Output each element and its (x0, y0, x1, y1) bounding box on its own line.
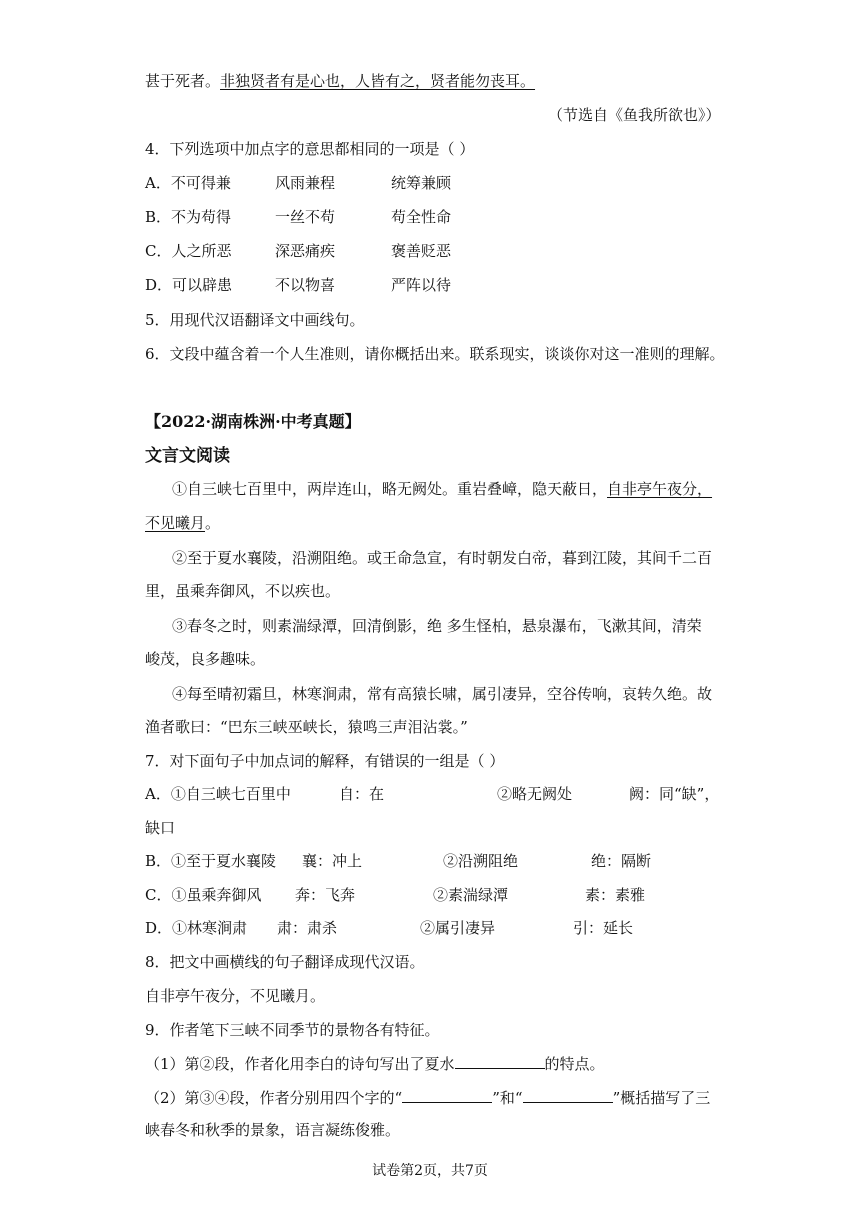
underlined-sentence: 非独贤者有是心也，人皆有之，贤者能勿丧耳。 (220, 72, 536, 90)
passage-p3-line1: ③春冬之时，则素湍绿潭，回清倒影，绝 多生怪柏，悬泉瀑布，飞漱其间，清荣 (172, 617, 702, 635)
passage-p2-line1: ②至于夏水襄陵，沿溯阻绝。或王命急宣，有时朝发白帝，暮到江陵，其间千二百 (172, 549, 713, 567)
q9-sub1: （1）第②段，作者化用李白的诗句写出了夏水 的特点。 (145, 1052, 605, 1075)
exam-page: 甚于死者。非独贤者有是心也，人皆有之，贤者能勿丧耳。 （节选自《鱼我所欲也》） 4．下列选项中加点字的意思都相同的一项是（ ） A．不可得兼 风雨兼程 统筹兼顾 B．不为苟得 一丝不苟 苟全性命 C．人之所恶 深恶痛疾 褒善贬恶 D．可以辟患 不以物喜 严阵以待 5．用现代汉语翻译文中画线句。 6．文段中蕴含着一个人生准则，请你概括出来。联系现实，谈谈你对这一准则的理解。 【2022·湖南株洲·中考真题】 文言文阅读 ①自三峡七百里中，两岸连山，略无阙处。重岩叠嶂，隐天蔽日，自非亭午夜分， 不见曦月。 ②至于夏水襄陵，沿溯阻绝。或王命急宣，有时朝发白帝，暮到江陵，其间千二百 里，虽乘奔御风，不以疾也。 ③春冬之时，则素湍绿潭，回清倒影，绝 多生怪柏，悬泉瀑布，飞漱其间，清荣 峻茂，良多趣味。 ④每至晴初霜旦，林寒涧肃，常有高猿长啸，属引凄异，空谷传响，哀转久绝。故 渔者歌曰：“巴东三峡巫峡长，猿鸣三声泪沾裳。” 7．对下面句子中加点词的解释，有错误的一组是（ ） A．①自三峡七百里中 自：在 ②略无阙处 阙：同“缺”， 缺口 B．①至于夏水襄陵 襄：冲上 ②沿溯阻绝 绝：隔断 C．①虽乘奔御风 奔：飞奔 ②素湍绿潭 素：素雅 D．①林寒涧肃 肃：肃杀 ②属引凄异 引：延长 8．把文中画横线的句子翻译成现代汉语。 自非亭午夜分，不见曦月。 9．作者笔下三峡不同季节的景物各有特征。 （1）第②段，作者化用李白的诗句写出了夏水 的特点。 （2）第③④段，作者分别用四个字的“ ”和“ ”概括描写了三 峡春冬和秋季的景象，语言凝练俊雅。 试卷第2页，共7页 (0, 0, 860, 1216)
page-footer: 试卷第2页，共7页 (372, 1163, 488, 1179)
q9-sub2: （2）第③④段，作者分别用四个字的“ ”和“ ”概括描写了三 (145, 1086, 710, 1109)
q8-stem: 8．把文中画横线的句子翻译成现代汉语。 (145, 953, 425, 971)
q5-stem: 5．用现代汉语翻译文中画线句。 (145, 311, 365, 329)
passage-p3-line2: 峻茂，良多趣味。 (145, 650, 266, 668)
section-title: 文言文阅读 (145, 446, 230, 466)
underlined-phrase: 自非亭午夜分， (607, 480, 713, 498)
q7-stem: 7．对下面句子中加点词的解释，有错误的一组是（ ） (145, 752, 505, 770)
passage-p4-line2: 渔者歌曰：“巴东三峡巫峡长，猿鸣三声泪沾裳。” (145, 718, 468, 736)
q6-stem: 6．文段中蕴含着一个人生准则，请你概括出来。联系现实，谈谈你对这一准则的理解。 (145, 345, 725, 363)
answer-blank-2[interactable] (402, 1086, 492, 1103)
source-note: （节选自《鱼我所欲也》） (548, 106, 721, 124)
q8-sentence: 自非亭午夜分，不见曦月。 (145, 987, 326, 1005)
q9-sub2-wrap: 峡春冬和秋季的景象，语言凝练俊雅。 (145, 1121, 401, 1139)
answer-blank-3[interactable] (523, 1086, 613, 1103)
passage-p2-line2: 里，虽乘奔御风，不以疾也。 (145, 582, 341, 600)
answer-blank-1[interactable] (455, 1052, 545, 1069)
passage-p1-line1: ①自三峡七百里中，两岸连山，略无阙处。重岩叠嶂，隐天蔽日，自非亭午夜分， (172, 480, 713, 498)
passage-p1-line2: 不见曦月。 (145, 514, 221, 532)
section-tag: 【2022·湖南株洲·中考真题】 (145, 412, 361, 431)
passage-tail-line: 甚于死者。非独贤者有是心也，人皆有之，贤者能勿丧耳。 (145, 72, 536, 90)
passage-p4-line1: ④每至晴初霜旦，林寒涧肃，常有高猿长啸，属引凄异，空谷传响，哀转久绝。故 (172, 685, 713, 703)
q7-option-a-wrap: 缺口 (145, 819, 176, 837)
q9-stem: 9．作者笔下三峡不同季节的景物各有特征。 (145, 1021, 440, 1039)
q4-stem: 4．下列选项中加点字的意思都相同的一项是（ ） (145, 140, 475, 158)
underlined-phrase-end: 不见曦月 (145, 514, 206, 532)
